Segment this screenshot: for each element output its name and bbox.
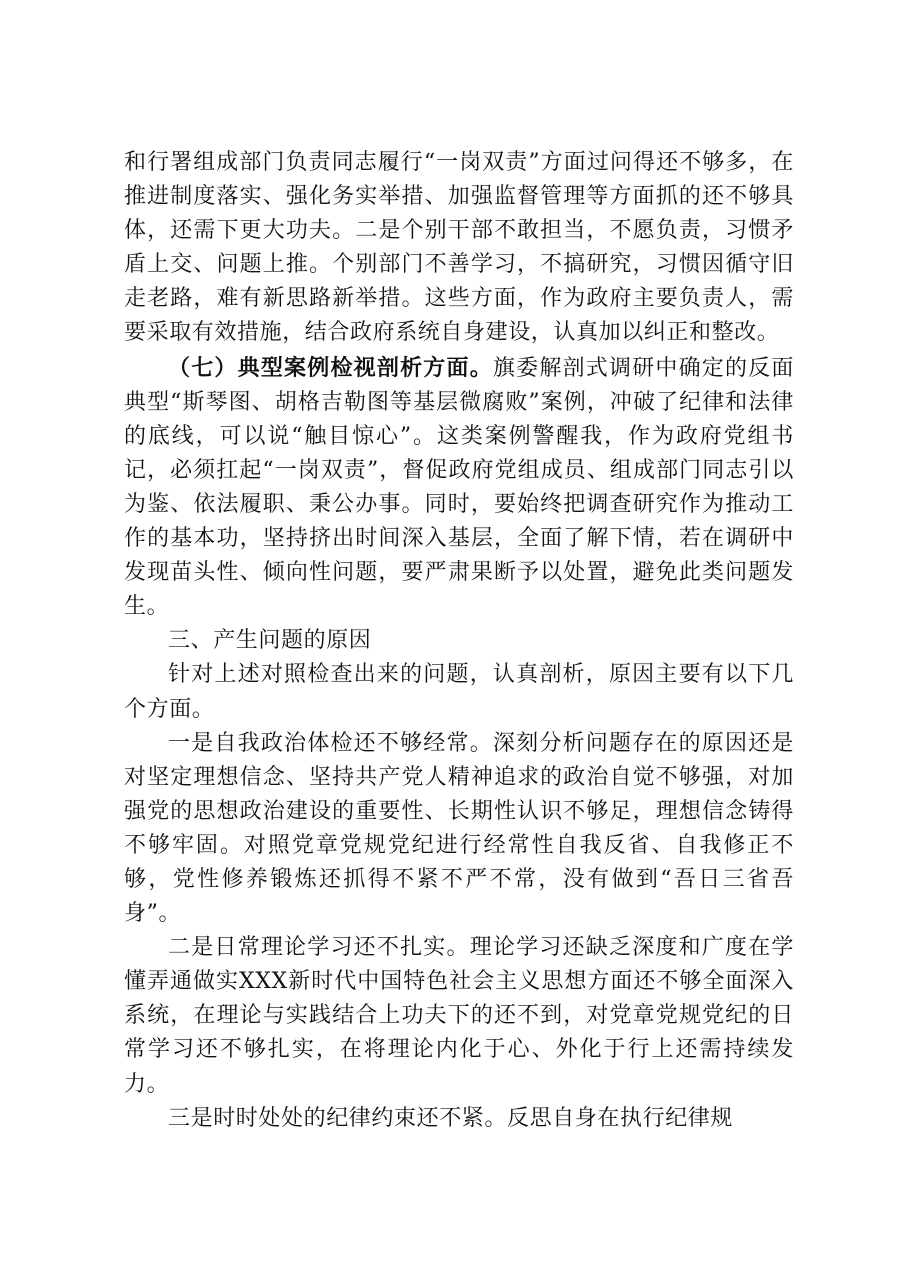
subsection-heading-seven: （七）典型案例检视剖析方面。 <box>168 354 493 381</box>
document-body <box>124 146 794 1136</box>
paragraph-case-review <box>124 351 794 625</box>
paragraph-continued: 和行署组成部门负责同志履行“一岗双责”方面过问得还不够多，在推进制度落实、强化务实举措、加强监督管理等方面抓的还不够具体，还需下更大功夫。二是个别干部不敢担当，不愿负责，习惯矛盾上交、问题上推。个别部门不善学习，不搞研究，习惯因循守旧走老路，难有新思路新举措。这些方面，作为政府主要负责人，需要采取有效措施，结合政府系统自身建设，认真加以纠正和整改。 <box>124 150 794 346</box>
paragraph-intro-causes: 针对上述对照检查出来的问题，认真剖析，原因主要有以下几个方面。 <box>124 662 794 722</box>
paragraph-cause-one: 一是自我政治体检还不够经常。深刻分析问题存在的原因还是对坚定理想信念、坚持共产党人精神追求的政治自觉不够强，对加强党的思想政治建设的重要性、长期性认识不够足，理想信念铸得不够牢固。对照党章党规党纪进行经常性自我反省、自我修正不够，党性修养锻炼还抓得不紧不严不常，没有做到“吾日三省吾身”。 <box>124 730 794 927</box>
paragraph-cause-two: 二是日常理论学习还不扎实。理论学习还缺乏深度和广度在学懂弄通做实XXX新时代中国特色社会主义思想方面还不够全面深入系统，在理论与实践结合上功夫下的还不到，对党章党规党纪的日常学习还不够扎实，在将理论内化于心、外化于行上还需持续发力。 <box>124 935 794 1097</box>
paragraph-case-review-body: 旗委解剖式调研中确定的反面典型“斯琴图、胡格吉勒图等基层微腐败”案例，冲破了纪律和法律的底线，可以说“触目惊心”。这类案例警醒我，作为政府党组书记，必须扛起“一岗双责”，督促政府党组成员、组成部门同志引以为鉴、依法履职、秉公办事。同时，要始终把调查研究作为推动工作的基本功，坚持挤出时间深入基层，全面了解下情，若在调研中发现苗头性、倾向性问题，要严肃果断予以处置，避免此类问题发生。 <box>124 355 794 620</box>
paragraph-cause-three: 三是时时处处的纪律约束还不紧。反思自身在执行纪律规 <box>168 1105 734 1131</box>
section-heading-causes: 三、产生问题的原因 <box>168 628 372 654</box>
